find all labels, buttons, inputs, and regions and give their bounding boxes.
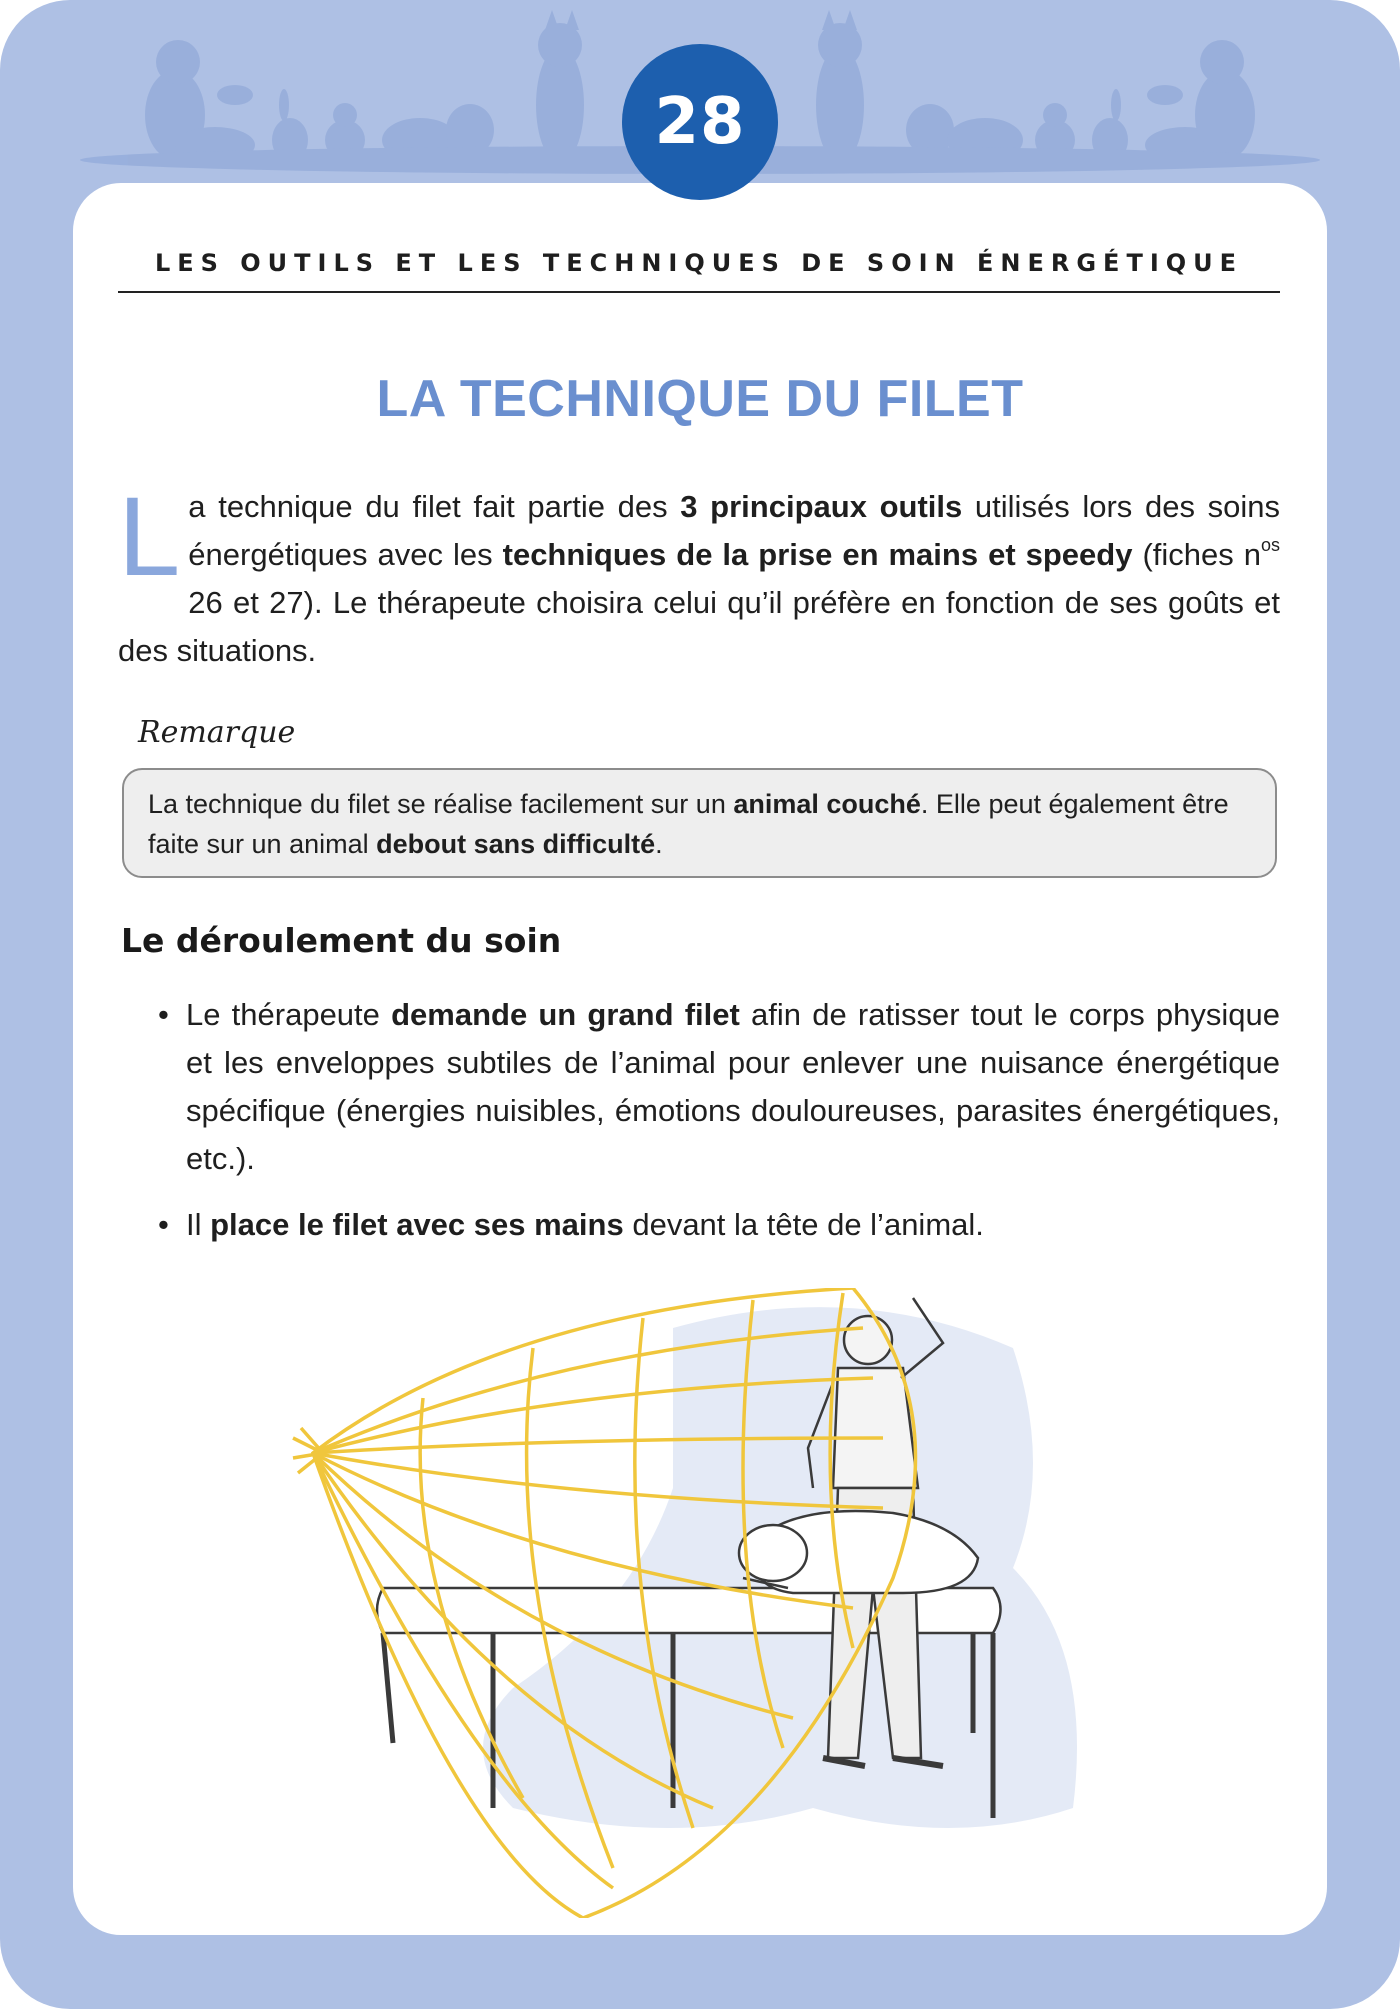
- card-number-badge: 28: [622, 44, 778, 200]
- steps-heading: Le déroulement du soin: [121, 921, 562, 960]
- remarque-bold: animal couché: [733, 789, 921, 819]
- net-technique-illustration: [253, 1288, 1173, 1918]
- remarque-box: [122, 768, 1277, 878]
- steps-list: [158, 991, 1280, 1267]
- drop-cap: L: [118, 474, 181, 599]
- intro-text: (fiches n: [1132, 537, 1261, 572]
- remarque-text-part: .: [655, 829, 663, 859]
- list-item: [158, 991, 1280, 1183]
- bullet-icon: •: [158, 1207, 169, 1242]
- list-item: [158, 1201, 1280, 1249]
- remarque-text-part: . Elle peut également être faite sur un animal: [148, 789, 1229, 859]
- item-text: Il: [186, 1207, 211, 1242]
- remarque-text: [148, 784, 1251, 864]
- content-panel: [73, 183, 1327, 1935]
- bullet-icon: •: [158, 997, 169, 1032]
- intro-paragraph: [118, 474, 1281, 675]
- intro-superscript: os: [1261, 535, 1281, 555]
- item-text: Le thérapeute: [186, 997, 392, 1032]
- item-bold: place le filet avec ses mains: [210, 1207, 624, 1242]
- intro-text: a technique du filet fait partie des: [188, 489, 681, 524]
- section-header: LES OUTILS ET LES TECHNIQUES DE SOIN ÉNERGÉTIQUE: [118, 243, 1280, 293]
- page-title: LA TECHNIQUE DU FILET: [376, 370, 1024, 428]
- intro-text: utilisés lors des soins énergétiques avec les: [188, 489, 1280, 572]
- item-text: afin de ratisser tout le corps physique et les enveloppes subtiles de l’animal pour enlever une nuisance énergétique spécifique (énergies nuisibles, émotions douloureuses, parasites énergétiques, etc.).: [186, 997, 1280, 1176]
- item-bold: demande un grand filet: [391, 997, 740, 1032]
- intro-text: 26 et 27). Le thérapeute choisira celui qu’il préfère en fonction de ses goûts et des situations.: [118, 585, 1280, 668]
- remarque-label: Remarque: [138, 715, 296, 750]
- intro-bold: techniques de la prise en mains et speedy: [502, 537, 1133, 572]
- remarque-text-part: La technique du filet se réalise facilement sur un: [148, 789, 734, 819]
- intro-bold: 3 principaux outils: [680, 489, 963, 524]
- item-text: devant la tête de l’animal.: [623, 1207, 984, 1242]
- remarque-bold: debout sans difficulté: [376, 829, 656, 859]
